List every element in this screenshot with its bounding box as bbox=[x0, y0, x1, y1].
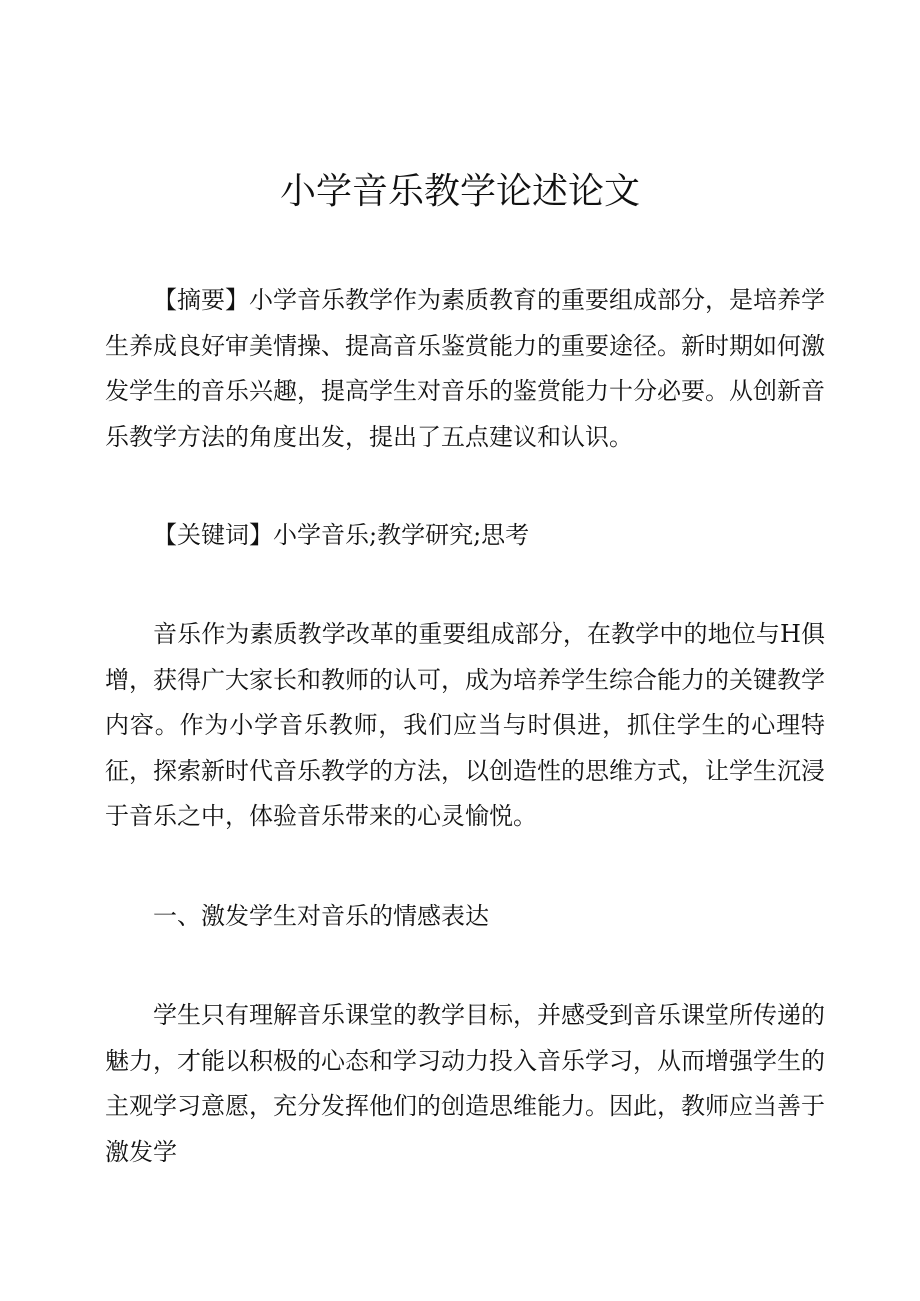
section-heading-1: 一、激发学生对音乐的情感表达 bbox=[153, 902, 489, 930]
keywords-paragraph: 【关键词】小学音乐;教学研究;思考 bbox=[153, 521, 530, 549]
document-title: 小学音乐教学论述论文 bbox=[279, 171, 640, 212]
intro-paragraph: 音乐作为素质教学改革的重要组成部分，在教学中的地位与H俱增，获得广大家长和教师的认可，成为培养学生综合能力的关键教学内容。作为小学音乐教师，我们应当与时俱进，抓住学生的心理特征，探索新时代音乐教学的方法，以创造性的思维方式，让学生沉浸于音乐之中，体验音乐带来的心灵愉悦。 bbox=[105, 620, 825, 830]
abstract-paragraph: 【摘要】小学音乐教学作为素质教育的重要组成部分，是培养学生养成良好审美情操、提高音乐鉴赏能力的重要途径。新时期如何激发学生的音乐兴趣，提高学生对音乐的鉴赏能力十分必要。从创新音乐教学方法的角度出发，提出了五点建议和认识。 bbox=[105, 286, 825, 451]
section-body-1: 学生只有理解音乐课堂的教学目标，并感受到音乐课堂所传递的魅力，才能以积极的心态和学习动力投入音乐学习，从而增强学生的主观学习意愿，充分发挥他们的创造思维能力。因此，教师应当善于激发学 bbox=[105, 1001, 825, 1166]
